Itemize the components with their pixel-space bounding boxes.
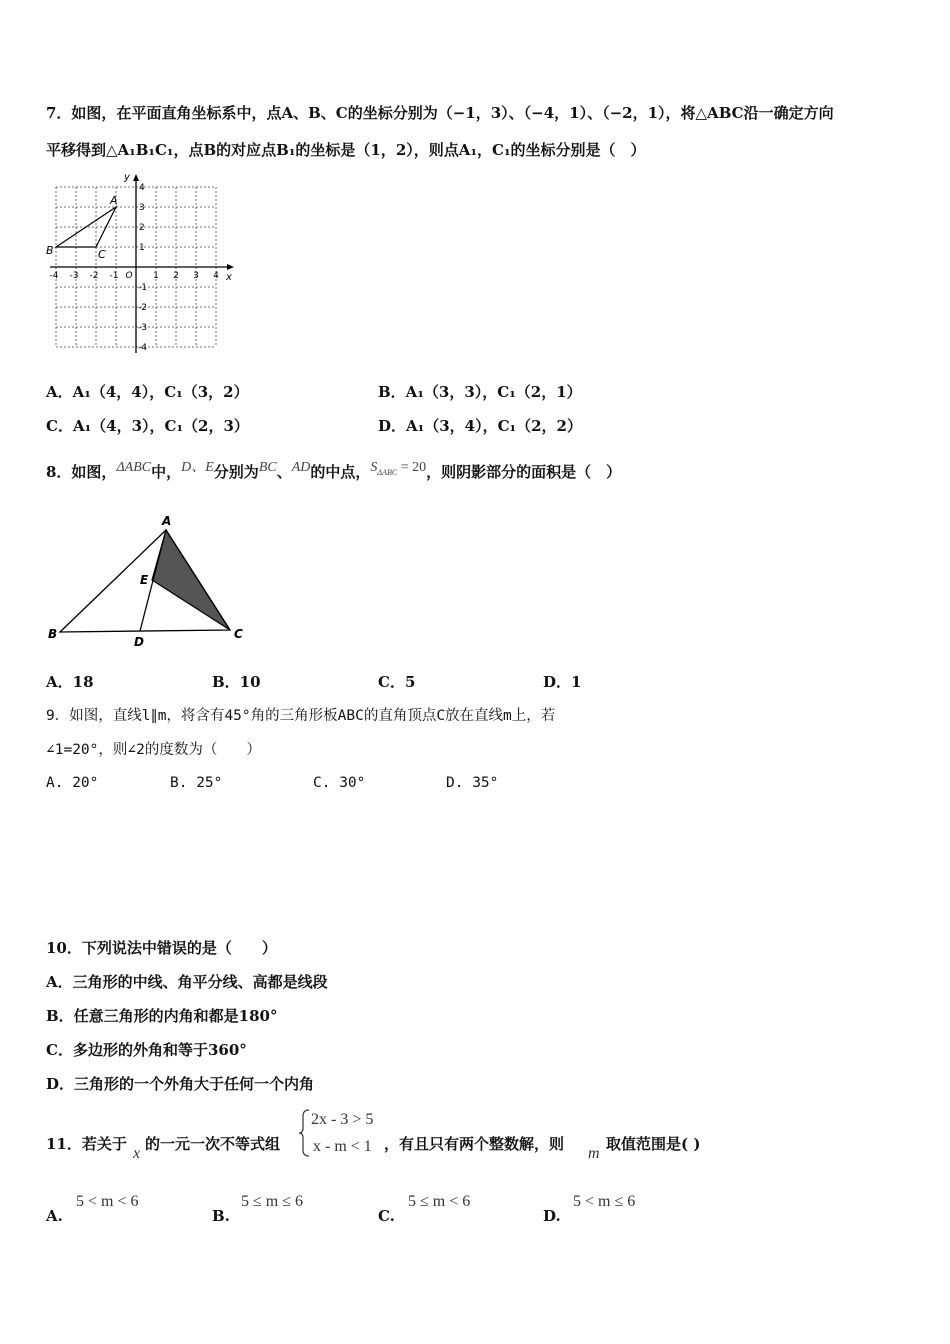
q7-x-axis-arrow [227, 264, 234, 270]
q11-stem-mid: 的一元一次不等式组 [145, 1135, 281, 1153]
q8-label-d: D [134, 635, 144, 649]
q8-suffix: ，则阴影部分的面积是（ ） [426, 463, 622, 481]
q9-option-a[interactable]: A. 20° [46, 775, 99, 791]
q8-option-a[interactable]: A．18 [46, 673, 94, 691]
q11-variable-m: m [588, 1145, 600, 1162]
q9-option-c[interactable]: C. 30° [313, 775, 366, 791]
q11-option-b[interactable]: 5 ≤ m ≤ 6 [241, 1193, 304, 1210]
q7-y-tick: 1 [139, 243, 145, 253]
q10-stem: 10．下列说法中错误的是（ ） [46, 939, 277, 957]
q7-x-tick: 3 [193, 271, 199, 281]
q8-label-c: C [234, 627, 243, 641]
q7-option-a[interactable]: A．A₁（4，4），C₁（3，2） [46, 383, 249, 401]
q8-area-subscript: ΔABC [377, 467, 398, 477]
q8-area-symbol: S [370, 460, 378, 475]
q7-y-tick: -3 [138, 323, 147, 333]
q8-points-de: D、E [181, 460, 214, 475]
q8-label-e: E [140, 573, 149, 587]
q9-stem-line2: ∠1=20°，则∠2的度数为（ ） [46, 742, 261, 758]
q7-y-axis-arrow [133, 174, 139, 181]
q11-option-a-label[interactable]: A. [46, 1207, 63, 1225]
q9-stem-line1: 9．如图，直线l∥m，将含有45°角的三角形板ABC的直角顶点C放在直线m上，若 [46, 708, 556, 724]
q8-option-b[interactable]: B．10 [212, 673, 261, 691]
q7-label-b: B [46, 244, 54, 257]
q8-label-b: B [48, 627, 58, 641]
q7-stem-line1: 7．如图，在平面直角坐标系中，点A、B、C的坐标分别为（−1，3）、（−4，1）、（−2，1），将△ABC沿一确定方向 [46, 104, 834, 122]
q11-inequality-2: x - m < 1 [313, 1138, 372, 1155]
q8-sep: 、 [276, 463, 292, 481]
q8-segment-bc: BC [258, 460, 277, 475]
q10-option-c[interactable]: C．多边形的外角和等于360° [46, 1041, 247, 1059]
q7-y-tick: 4 [139, 183, 145, 193]
q7-y-tick: -2 [138, 303, 147, 313]
q7-coordinate-figure [44, 170, 240, 355]
q10-option-a[interactable]: A．三角形的中线、角平分线、高都是线段 [46, 973, 328, 991]
q10-option-d[interactable]: D．三角形的一个外角大于任何一个内角 [46, 1075, 315, 1093]
q8-area-value: = 20 [397, 460, 427, 475]
q11-variable-x: x [133, 1145, 141, 1162]
q11-option-b-label[interactable]: B. [212, 1207, 230, 1225]
q7-axis-label-y: y [124, 172, 130, 183]
q8-mid1: 中， [151, 463, 182, 481]
q7-x-tick: 4 [213, 271, 219, 281]
q7-label-a: A [110, 194, 118, 207]
q11-stem-prefix: 11．若关于 [46, 1135, 127, 1153]
q7-option-d[interactable]: D．A₁（3，4），C₁（2，2） [378, 417, 582, 435]
q7-y-tick: 2 [139, 223, 145, 233]
q8-prefix: 8．如图， [46, 463, 117, 481]
q7-axis-label-x: x [226, 272, 232, 283]
q11-option-c[interactable]: 5 ≤ m < 6 [408, 1193, 471, 1210]
q7-x-tick: 1 [153, 271, 159, 281]
q11-inequality-1: 2x - 3 > 5 [311, 1111, 374, 1128]
q7-x-tick: 2 [173, 271, 179, 281]
q7-y-tick: -4 [138, 343, 147, 353]
q7-stem-line2: 平移得到△A₁B₁C₁，点B的对应点B₁的坐标是（1，2），则点A₁，C₁的坐标分别是（ ） [46, 141, 646, 159]
q7-option-c[interactable]: C．A₁（4，3），C₁（2，3） [46, 417, 249, 435]
q7-y-tick: 3 [139, 203, 145, 213]
q7-x-tick: -1 [109, 271, 119, 281]
q7-x-tick-labels [50, 271, 220, 281]
q11-option-d[interactable]: 5 < m ≤ 6 [573, 1193, 636, 1210]
q10-option-b[interactable]: B．任意三角形的内角和都是180° [46, 1007, 278, 1025]
q8-triangle-symbol: ΔABC [116, 460, 152, 475]
q11-option-a[interactable]: 5 < m < 6 [76, 1193, 139, 1210]
q7-x-tick: -3 [69, 271, 79, 281]
q7-label-c: C [98, 248, 106, 261]
q7-y-tick-labels [138, 183, 147, 353]
q9-option-d[interactable]: D. 35° [446, 775, 499, 791]
q8-stem [46, 462, 621, 489]
q7-option-b[interactable]: B．A₁（3，3），C₁（2，1） [378, 383, 582, 401]
q8-option-c[interactable]: C．5 [378, 673, 416, 691]
q7-origin-label: O [125, 271, 133, 281]
q8-shaded-region [152, 530, 230, 630]
q8-mid3: 的中点， [310, 463, 371, 481]
q9-option-b[interactable]: B. 25° [170, 775, 223, 791]
q7-y-tick: -1 [138, 283, 147, 293]
q8-option-d[interactable]: D．1 [543, 673, 582, 691]
q11-option-d-label[interactable]: D. [543, 1207, 561, 1225]
q8-segment-ad: AD [291, 460, 311, 475]
q8-mid2: 分别为 [213, 463, 259, 481]
q11-system-brace [299, 1108, 311, 1158]
q7-x-tick: -2 [89, 271, 99, 281]
q11-stem-suffix: 取值范围是( ) [606, 1135, 701, 1153]
q7-x-tick: -4 [49, 271, 59, 281]
q11-stem-mid2: ，有且只有两个整数解，则 [384, 1135, 565, 1153]
q8-label-a: A [162, 514, 172, 528]
q8-area-expression [370, 460, 426, 475]
q8-triangle-figure [44, 512, 254, 652]
q11-option-c-label[interactable]: C. [378, 1207, 395, 1225]
